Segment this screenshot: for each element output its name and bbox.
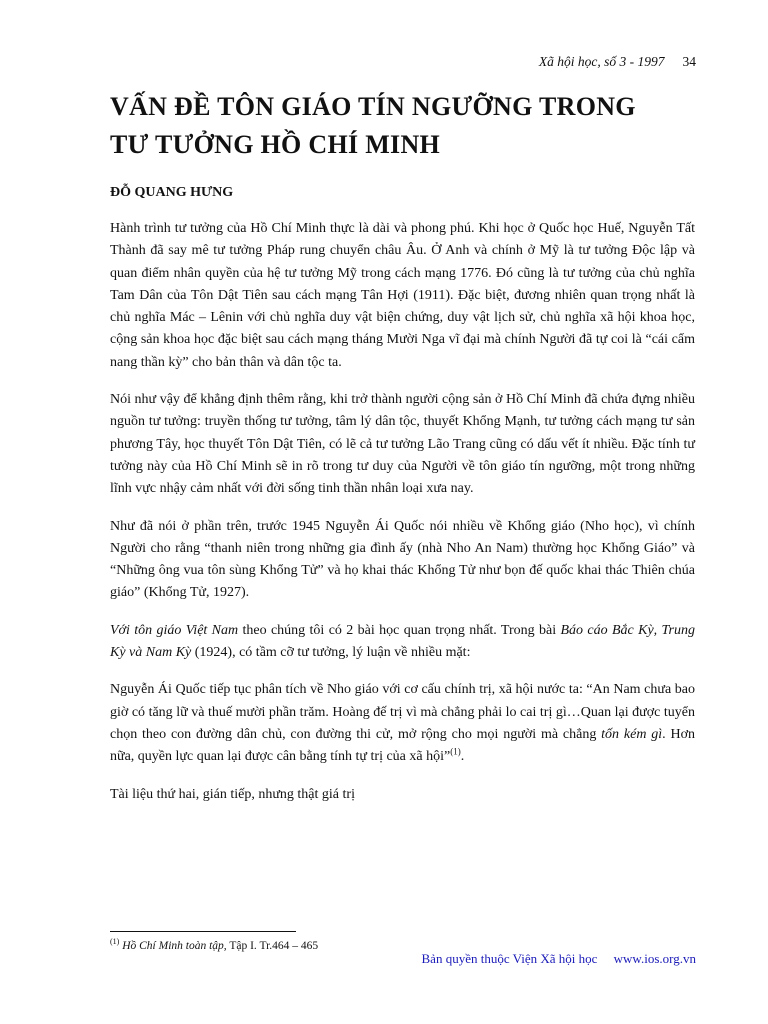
p4-italic-phrase: Với tôn giáo Việt Nam: [110, 622, 239, 638]
footnote-marker: (1): [110, 937, 120, 946]
copyright-url[interactable]: www.ios.org.vn: [613, 951, 696, 966]
paragraph-2: Nói như vậy để khẳng định thêm rằng, khi trở thành người cộng sản ở Hồ Chí Minh đã chứa đựng nhiều nguồn tư tưởng: truyền thống tư tưởng, tâm lý dân tộc, thuyết Khổng Mạnh, tư tưởng cách mạng tư sản phương Tây, học thuyết Tôn Dật Tiên, có lẽ cả tư tưởng Lão Trang cũng có dấu vết ít nhiều. Đặc tính tư tưởng này của Hồ Chí Minh sẽ in rõ trong tư duy của Người về tôn giáo tín ngưỡng, một trong những lĩnh vực nhậy cảm nhất với đời sống tinh thần nhân loại xưa nay.: [110, 392, 695, 497]
paragraph-5: [110, 679, 695, 768]
journal-issue: Xã hội học, số 3 - 1997: [538, 54, 665, 69]
p5-text-1: Nguyễn Ái Quốc tiếp tục phân tích về Nho giáo với cơ cấu chính trị, xã hội nước ta: “An Nam chưa bao giờ có tăng lữ và thuế mười phần trăm. Hoàng đế trị vì mà chẳng phải lo cai trị gì…Quan lại được tuyển chọn theo con đường dân chủ, con đường thi cử, mở rộng cho mọi người mà chẳng: [110, 682, 695, 742]
paragraph-3: Như đã nói ở phần trên, trước 1945 Nguyễn Ái Quốc nói nhiều về Khổng giáo (Nho học), vì chính Người cho rằng “thanh niên trong những gia đình ấy (nhà Nho An Nam) thường học Khổng Giáo” và “Những ông vua tôn sùng Khổng Tử” và họ khai thác Khổng Tử như bọn đế quốc khai thác Thiên chúa giáo” (Khổng Tử, 1927).: [110, 518, 695, 601]
paragraph-1: Hành trình tư tưởng của Hồ Chí Minh thực là dài và phong phú. Khi học ở Quốc học Huế, Nguyễn Tất Thành đã say mê tư tưởng Pháp rung chuyển châu Âu. Ở Anh và chính ở Mỹ là tư tưởng Độc lập và quan điểm nhân quyền của hệ tư tưởng Mỹ trong cách mạng 1776. Đó cũng là tư tưởng của chủ nghĩa Tam Dân của Tôn Dật Tiên sau cách mạng Tân Hợi (1911). Đặc biệt, đương nhiên quan trọng nhất là chủ nghĩa Mác – Lênin với chủ nghĩa duy vật biện chứng, duy vật lịch sử, chủ nghĩa xã hội khoa học, cộng sản khoa học đặc biệt sau cách mạng tháng Mười Nga vĩ đại mà chính Người đã tự coi là “cái cẩm nang thần kỳ” cho bản thân và dân tộc ta.: [110, 221, 695, 370]
footnote-divider: [110, 931, 296, 932]
copyright-text: Bản quyền thuộc Viện Xã hội học: [421, 951, 598, 966]
footnote-reference: (1): [450, 746, 461, 757]
running-header: [539, 54, 696, 70]
p4-text-2: (1924), có tầm cỡ tư tưởng, lý luận về nhiều mặt:: [191, 645, 471, 661]
footnote-detail: Tập I. Tr.464 – 465: [226, 939, 319, 952]
page-number: 34: [682, 54, 696, 69]
p4-report-title: Báo cáo Bắc Kỳ, Trung Kỳ và Nam Kỳ: [110, 622, 695, 661]
author-name: ĐỖ QUANG HƯNG: [110, 185, 234, 200]
title-line-2: TƯ TƯỞNG HỒ CHÍ MINH: [110, 130, 441, 159]
article-body: [110, 218, 695, 821]
p5-text-2: . Hơn nữa, quyền lực quan lại được cân bằng tính tự trị của xã hội”: [110, 726, 695, 765]
p5-italic-phrase: tốn kém gì: [601, 726, 663, 742]
copyright-notice: [422, 951, 696, 967]
p5-end: .: [460, 749, 465, 765]
footnote-source: Hồ Chí Minh toàn tập,: [122, 939, 227, 952]
paragraph-6: Tài liệu thứ hai, gián tiếp, nhưng thật giá trị: [110, 786, 355, 802]
title-line-1: VẤN ĐỀ TÔN GIÁO TÍN NGƯỠNG TRONG: [110, 92, 636, 121]
footnote: [110, 937, 318, 952]
article-title: [110, 88, 700, 164]
p4-text-1: theo chúng tôi có 2 bài học quan trọng nhất. Trong bài: [238, 622, 561, 638]
paragraph-4: [110, 620, 695, 665]
